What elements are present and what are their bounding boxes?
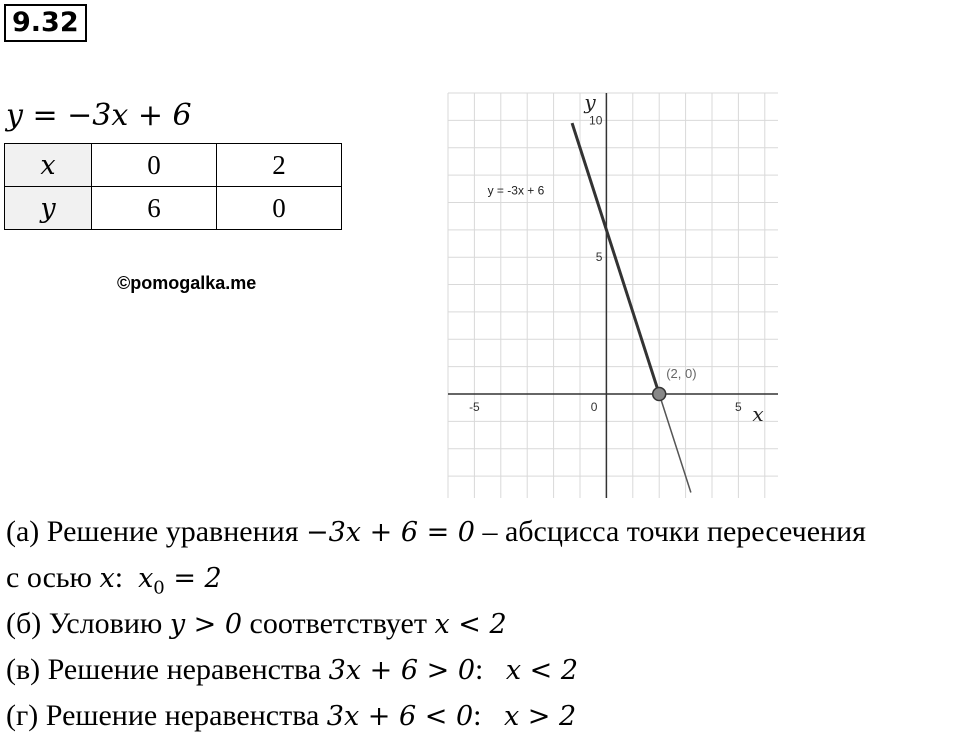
y-tick-label: 5: [595, 250, 603, 265]
answer-b-mid: соответствует: [242, 607, 435, 640]
answer-d-inequality: 3x + 6 < 0: [326, 701, 474, 732]
answer-a2-base: x: [138, 563, 154, 594]
answer-b-result: x < 2: [434, 609, 507, 640]
answer-a2-result: [138, 563, 222, 599]
watermark: ©pomogalka.me: [117, 273, 257, 293]
answer-a-prefix: (а) Решение уравнения: [6, 515, 306, 548]
intersection-point: [653, 388, 666, 401]
answer-d: [6, 696, 956, 742]
answer-c-result: x < 2: [505, 655, 579, 686]
x-tick-label: 0: [590, 400, 598, 415]
problem-number: 9.32: [4, 4, 87, 42]
function-graph: [440, 90, 790, 502]
answer-a-line2: [6, 558, 956, 604]
answer-b-prefix: (б) Условию: [6, 607, 170, 640]
x-tick-label: -5: [469, 400, 480, 415]
answer-a-line1: [6, 512, 956, 558]
answer-a-equation: −3x + 6 = 0: [306, 517, 475, 548]
table-cell: 2: [217, 144, 342, 187]
answer-d-result: x > 2: [503, 701, 577, 732]
answer-a2-var: x: [99, 563, 115, 594]
y-tick-label: 10: [589, 113, 603, 128]
answer-a2-rest: = 2: [164, 563, 222, 594]
answer-b: [6, 604, 956, 650]
table-cell: 0: [92, 144, 217, 187]
values-table: [4, 143, 342, 230]
answer-c-inequality: 3x + 6 > 0: [328, 655, 475, 686]
function-line-extension: [659, 394, 691, 493]
answer-b-condition: y > 0: [169, 609, 243, 640]
equation: y = −3x + 6: [6, 98, 192, 133]
x-tick-label: 5: [735, 400, 742, 415]
answer-c-colon: :: [475, 653, 506, 686]
answer-a2-prefix: с осью: [6, 561, 100, 594]
answer-c-prefix: (в) Решение неравенства: [6, 653, 329, 686]
table-header-y: y: [5, 187, 92, 230]
answer-a2-sub: 0: [153, 577, 165, 599]
answer-a2-colon: :: [114, 561, 139, 594]
point-label: (2, 0): [666, 366, 697, 382]
table-row: [5, 187, 342, 230]
answer-c: [6, 650, 956, 696]
line-label: y = -3x + 6: [487, 183, 545, 198]
answers: [6, 512, 956, 742]
function-line: [572, 123, 659, 394]
y-axis-label: y: [584, 90, 596, 115]
answer-d-colon: :: [473, 699, 504, 732]
answer-d-prefix: (г) Решение неравенства: [6, 699, 327, 732]
table-cell: 6: [92, 187, 217, 230]
table-header-x: x: [5, 144, 92, 187]
answer-a-suffix: – абсцисса точки пересечения: [474, 515, 866, 548]
table-row: [5, 144, 342, 187]
x-axis-label: x: [752, 402, 764, 427]
table-cell: 0: [217, 187, 342, 230]
